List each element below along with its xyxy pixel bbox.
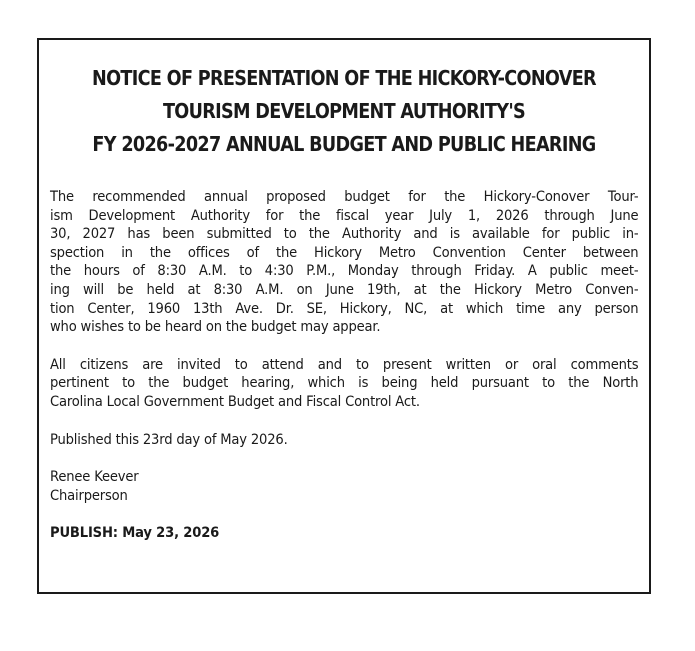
- signature-block: [50, 468, 639, 505]
- notice-title-line-3: FY 2026-2027 ANNUAL BUDGET AND PUBLIC HEARING: [92, 132, 596, 156]
- notice-title: [82, 62, 607, 161]
- notice-title-line-2: TOURISM DEVELOPMENT AUTHORITY'S: [162, 99, 526, 123]
- legal-notice-box: [37, 38, 651, 594]
- citizens-paragraph-line-2: pertinent to the budget hearing, which is being held pursuant to the North: [50, 374, 639, 392]
- budget-paragraph-line-1: The recommended annual proposed budget for the Hickory-Conover Tour-: [50, 188, 639, 205]
- publish-date-line: PUBLISH: May 23, 2026: [50, 524, 220, 542]
- notice-body: [50, 188, 639, 543]
- budget-paragraph-line-2: ism Development Authority for the fiscal year July 1, 2026 through June: [50, 206, 639, 224]
- publish-date-block: [50, 524, 639, 543]
- budget-paragraph-line-8: who wishes to be heard on the budget may appear.: [50, 318, 381, 336]
- published-date-text: Published this 23rd day of May 2026.: [50, 430, 288, 448]
- budget-paragraph: [50, 188, 639, 337]
- signer-title: Chairperson: [50, 486, 128, 504]
- budget-paragraph-line-3: 30, 2027 has been submitted to the Authority and is available for public in-: [50, 225, 639, 243]
- budget-paragraph-line-7: tion Center, 1960 13th Ave. Dr. SE, Hickory, NC, at which time any person: [50, 299, 639, 317]
- citizens-paragraph-line-3: Carolina Local Government Budget and Fiscal Control Act.: [50, 392, 420, 410]
- citizens-paragraph-line-1: All citizens are invited to attend and to present written or oral comments: [50, 355, 639, 373]
- signer-name: Renee Keever: [50, 468, 139, 486]
- budget-paragraph-line-5: the hours of 8:30 A.M. to 4:30 P.M., Monday through Friday. A public meet-: [50, 262, 639, 280]
- published-paragraph: [50, 431, 639, 450]
- budget-paragraph-line-6: ing will be held at 8:30 A.M. on June 19th, at the Hickory Metro Conven-: [50, 280, 639, 298]
- budget-paragraph-line-4: spection in the offices of the Hickory Metro Convention Center between: [50, 243, 639, 261]
- notice-title-line-1: NOTICE OF PRESENTATION OF THE HICKORY-CONOVER: [92, 66, 596, 90]
- citizens-paragraph: [50, 356, 639, 412]
